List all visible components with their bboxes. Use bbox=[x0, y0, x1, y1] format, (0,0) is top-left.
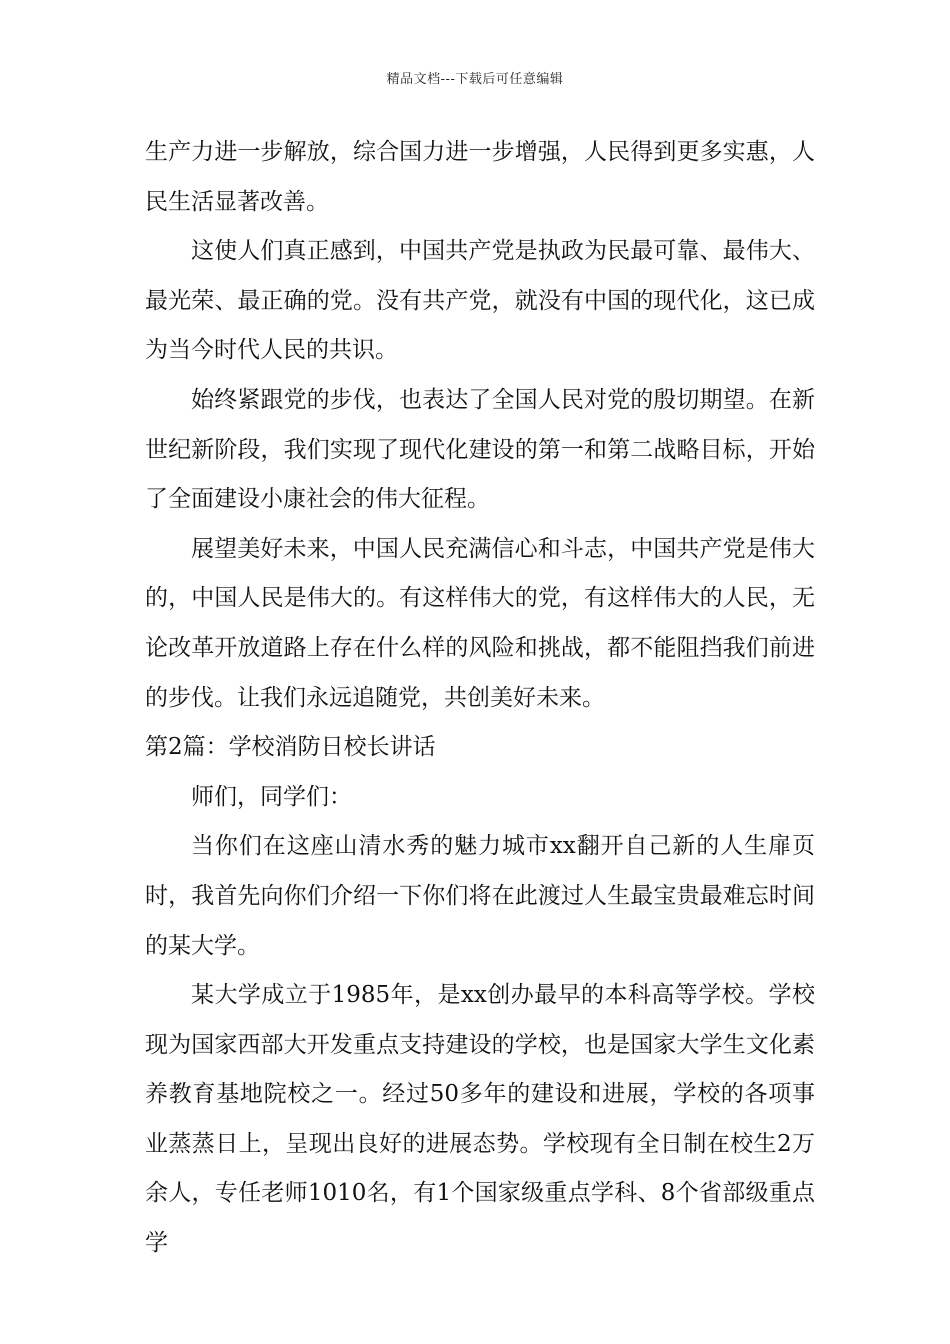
paragraph: 这使人们真正感到，中国共产党是执政为民最可靠、最伟大、最光荣、最正确的党。没有共产党，就没有中国的现代化，这已成为当今时代人民的共识。 bbox=[145, 238, 815, 364]
salutation: 师们，同学们： bbox=[191, 783, 352, 810]
paragraph: 当你们在这座山清水秀的魅力城市xx翻开自己新的人生扉页时，我首先向你们介绍一下你们将在此渡过人生最宝贵最难忘时间的某大学。 bbox=[145, 833, 815, 959]
section-heading: 第2篇：学校消防日校长讲话 bbox=[145, 734, 436, 761]
paragraph: 展望美好未来，中国人民充满信心和斗志，中国共产党是伟大的，中国人民是伟大的。有这样伟大的党，有这样伟大的人民，无论改革开放道路上存在什么样的风险和挑战，都不能阻挡我们前进的步伐。让我们永远追随党，共创美好未来。 bbox=[145, 535, 815, 711]
paragraph: 始终紧跟党的步伐，也表达了全国人民对党的殷切期望。在新世纪新阶段，我们实现了现代化建设的第一和第二战略目标，开始了全面建设小康社会的伟大征程。 bbox=[145, 386, 815, 513]
paragraph-continuation: 生产力进一步解放，综合国力进一步增强，人民得到更多实惠，人民生活显著改善。 bbox=[145, 139, 815, 215]
paragraph: 某大学成立于1985年，是xx创办最早的本科高等学校。学校现为国家西部大开发重点支持建设的学校，也是国家大学生文化素养教育基地院校之一。经过50多年的建设和进展，学校的各项事业蒸蒸日上，呈现出良好的进展态势。学校现有全日制在校生2万余人，专任老师1010名，有1个国家级重点学科、8个省部级重点学 bbox=[145, 982, 815, 1257]
page-header: 精品文档---下载后可任意编辑 bbox=[386, 72, 564, 87]
document-body bbox=[145, 128, 815, 1269]
